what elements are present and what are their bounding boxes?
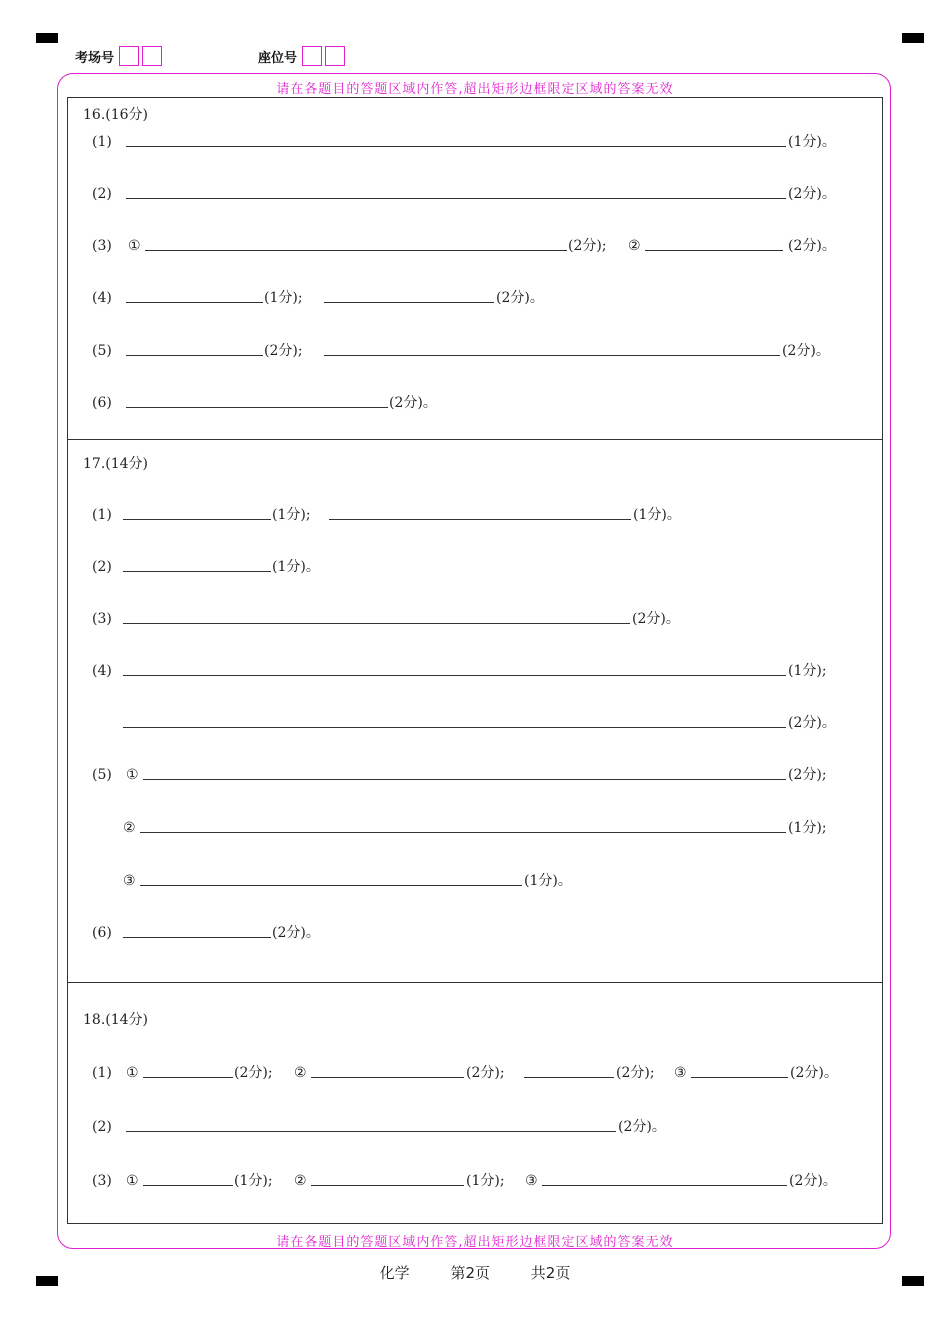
q16-p3-blank-1[interactable] <box>145 250 567 251</box>
q17-p2-label: (2) <box>92 559 112 575</box>
q16-p3-score-2: (2分)。 <box>788 238 836 254</box>
footer-page: 第2页 <box>450 1264 490 1282</box>
q17-p2-blank[interactable] <box>123 571 271 572</box>
seat-field <box>258 46 345 66</box>
q18-p3-circle-3: ③ <box>525 1173 538 1189</box>
q16-p3-score-1: (2分); <box>568 238 607 254</box>
q16-p6-blank[interactable] <box>126 407 388 408</box>
q18-p1-score-4: (2分)。 <box>790 1065 838 1081</box>
footer-subject: 化学 <box>379 1264 410 1282</box>
q16-p4-blank-2[interactable] <box>324 302 494 303</box>
q16-p5-score-1: (2分); <box>264 343 303 359</box>
q18-p2-blank[interactable] <box>126 1131 616 1132</box>
q17-p5-circle-3: ③ <box>123 873 136 889</box>
q18-p1-score-2: (2分); <box>466 1065 505 1081</box>
q17-p4-score-2: (2分)。 <box>788 715 836 731</box>
q17-p5-score-3: (1分)。 <box>524 873 572 889</box>
q17-p5-circle-2: ② <box>123 820 136 836</box>
q16-p6-label: (6) <box>92 395 112 411</box>
seat-label: 座位号 <box>258 50 298 66</box>
q18-p3-score-3: (2分)。 <box>789 1173 837 1189</box>
q17-p4-score-1: (1分); <box>788 663 827 679</box>
q17-p5-blank-1[interactable] <box>143 779 786 780</box>
section-divider-17-18 <box>67 982 883 983</box>
q17-p6-blank[interactable] <box>123 937 271 938</box>
q18-p3-circle-1: ① <box>126 1173 139 1189</box>
q17-p3-score: (2分)。 <box>632 611 680 627</box>
q16-p2-score: (2分)。 <box>788 186 836 202</box>
page-footer <box>0 1262 950 1283</box>
q17-p1-score-1: (1分); <box>272 507 311 523</box>
notice-bottom: 请在各题目的答题区域内作答,超出矩形边框限定区域的答案无效 <box>276 1235 674 1250</box>
q17-p1-score-2: (1分)。 <box>633 507 681 523</box>
q16-p1-label: (1) <box>92 134 112 150</box>
section-divider-16-17 <box>67 439 883 440</box>
footer-total: 共2页 <box>530 1264 571 1282</box>
q17-p4-label: (4) <box>92 663 112 679</box>
q17-p5-label: (5) <box>92 767 112 783</box>
q16-p5-label: (5) <box>92 343 112 359</box>
q17-p5-blank-3[interactable] <box>140 885 522 886</box>
q16-p4-score-1: (1分); <box>264 290 303 306</box>
exam-room-box-1[interactable] <box>119 46 139 66</box>
q16-p1-score: (1分)。 <box>788 134 836 150</box>
q18-p1-blank-3[interactable] <box>524 1077 614 1078</box>
q16-p6-score: (2分)。 <box>389 395 437 411</box>
q18-p3-blank-1[interactable] <box>143 1185 233 1186</box>
q18-p3-label: (3) <box>92 1173 112 1189</box>
q16-p4-score-2: (2分)。 <box>496 290 544 306</box>
q16-p5-blank-1[interactable] <box>126 355 263 356</box>
q16-p3-circle-1: ① <box>128 238 141 254</box>
q16-p2-blank[interactable] <box>126 198 786 199</box>
q18-p2-score: (2分)。 <box>618 1119 666 1135</box>
q17-p3-blank[interactable] <box>123 623 630 624</box>
q18-p3-score-1: (1分); <box>234 1173 273 1189</box>
q16-p2-label: (2) <box>92 186 112 202</box>
exam-room-label: 考场号 <box>75 50 115 66</box>
q17-p2-score: (1分)。 <box>272 559 320 575</box>
q17-p5-score-1: (2分); <box>788 767 827 783</box>
exam-room-box-2[interactable] <box>142 46 162 66</box>
q16-p3-blank-2[interactable] <box>645 250 783 251</box>
q16-p3-circle-2: ② <box>628 238 641 254</box>
q18-p1-score-1: (2分); <box>234 1065 273 1081</box>
q16-p1-blank[interactable] <box>126 146 786 147</box>
q17-p6-label: (6) <box>92 925 112 941</box>
q17-p3-label: (3) <box>92 611 112 627</box>
q18-p3-score-2: (1分); <box>466 1173 505 1189</box>
registration-mark-top-right <box>902 33 924 43</box>
q16-p5-blank-2[interactable] <box>324 355 780 356</box>
q17-p6-score: (2分)。 <box>272 925 320 941</box>
q18-p1-score-3: (2分); <box>616 1065 655 1081</box>
q18-p1-blank-4[interactable] <box>691 1077 788 1078</box>
q18-p1-label: (1) <box>92 1065 112 1081</box>
q16-p4-blank-1[interactable] <box>126 302 263 303</box>
q18-p1-circle-1: ① <box>126 1065 139 1081</box>
q18-p1-blank-1[interactable] <box>143 1077 233 1078</box>
notice-top: 请在各题目的答题区域内作答,超出矩形边框限定区域的答案无效 <box>276 82 674 97</box>
q17-p5-blank-2[interactable] <box>140 832 786 833</box>
exam-room-field <box>75 46 162 66</box>
question-16-title: 16.(16分) <box>83 107 149 123</box>
seat-box-2[interactable] <box>325 46 345 66</box>
q18-p3-blank-2[interactable] <box>311 1185 464 1186</box>
registration-mark-top-left <box>36 33 58 43</box>
q18-p3-blank-3[interactable] <box>542 1185 787 1186</box>
q18-p1-circle-2: ② <box>294 1065 307 1081</box>
q18-p2-label: (2) <box>92 1119 112 1135</box>
q17-p5-circle-1: ① <box>126 767 139 783</box>
question-17-title: 17.(14分) <box>83 456 149 472</box>
q16-p4-label: (4) <box>92 290 112 306</box>
q17-p5-score-2: (1分); <box>788 820 827 836</box>
q17-p1-blank-1[interactable] <box>123 519 271 520</box>
question-18-title: 18.(14分) <box>83 1012 149 1028</box>
q17-p4-blank-2[interactable] <box>123 727 786 728</box>
q16-p5-score-2: (2分)。 <box>782 343 830 359</box>
answer-region <box>67 97 883 1224</box>
q17-p4-blank-1[interactable] <box>123 675 786 676</box>
q17-p1-label: (1) <box>92 507 112 523</box>
q18-p1-blank-2[interactable] <box>311 1077 464 1078</box>
seat-box-1[interactable] <box>302 46 322 66</box>
q18-p1-circle-3: ③ <box>674 1065 687 1081</box>
q16-p3-label: (3) <box>92 238 112 254</box>
q18-p3-circle-2: ② <box>294 1173 307 1189</box>
q17-p1-blank-2[interactable] <box>329 519 631 520</box>
